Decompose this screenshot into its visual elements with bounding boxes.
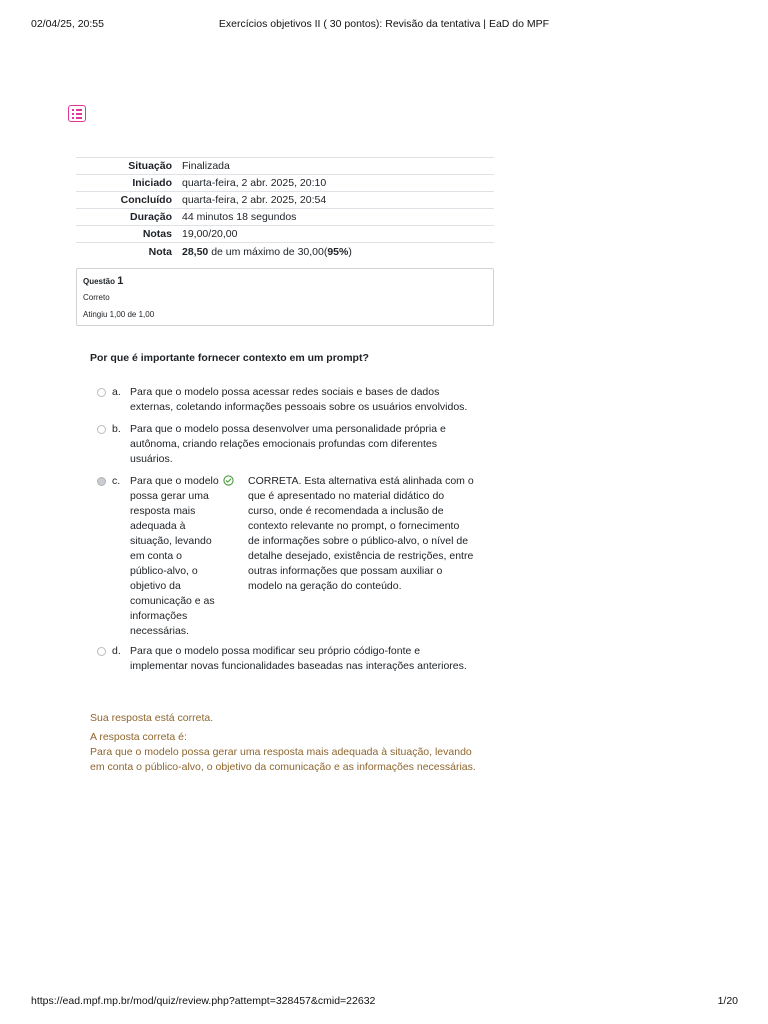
summary-row-grade bbox=[76, 243, 494, 262]
print-header bbox=[31, 18, 737, 32]
quiz-list-icon bbox=[68, 105, 86, 122]
answer-line: público-alvo, o bbox=[130, 565, 198, 577]
answer-option-c[interactable] bbox=[95, 474, 225, 639]
answer-line: comunicação e as bbox=[130, 595, 215, 607]
answer-radio[interactable] bbox=[97, 425, 106, 434]
answer-line: resposta mais bbox=[130, 505, 196, 517]
answer-line: em conta o bbox=[130, 550, 182, 562]
right-answer-line: Para que o modelo possa gerar uma resposta mais adequada à situação, levando bbox=[90, 746, 472, 758]
summary-label: Notas bbox=[142, 228, 172, 240]
right-answer-line: em conta o público-alvo, o objetivo da comunicação e as informações necessárias. bbox=[90, 761, 476, 773]
summary-row bbox=[76, 175, 494, 192]
answer-line: situação, levando bbox=[130, 535, 212, 547]
answer-letter: c. bbox=[112, 475, 121, 487]
answer-line: informações bbox=[130, 610, 188, 622]
answer-line: implementar novas funcionalidades baseadas nas interações anteriores. bbox=[130, 660, 467, 672]
question-outcome bbox=[90, 711, 490, 775]
answer-line: possa gerar uma bbox=[130, 490, 209, 502]
grade-close: ) bbox=[348, 246, 352, 258]
question-info-box bbox=[76, 268, 494, 326]
right-answer-label: A resposta correta é: bbox=[90, 731, 187, 743]
answer-option-b[interactable] bbox=[95, 422, 495, 467]
answer-line: Para que o modelo possa desenvolver uma personalidade própria e bbox=[130, 423, 446, 435]
print-footer bbox=[31, 995, 738, 1009]
print-url: https://ead.mpf.mp.br/mod/quiz/review.php?attempt=328457&cmid=22632 bbox=[31, 995, 376, 1007]
question-number-value: 1 bbox=[117, 275, 124, 287]
summary-label: Duração bbox=[129, 211, 172, 223]
grade-label: Nota bbox=[148, 246, 172, 258]
print-datetime: 02/04/25, 20:55 bbox=[31, 18, 104, 30]
answer-radio[interactable] bbox=[97, 388, 106, 397]
summary-value: 19,00/20,00 bbox=[182, 228, 238, 240]
answer-feedback bbox=[248, 474, 478, 594]
print-page-title: Exercícios objetivos II ( 30 pontos): Revisão da tentativa | EaD do MPF bbox=[218, 18, 550, 30]
question-grade: Atingiu 1,00 de 1,00 bbox=[83, 310, 155, 319]
feedback-line: detalhe desejado, existência de restrições, entre bbox=[248, 550, 474, 562]
answer-letter: a. bbox=[112, 386, 121, 398]
question-text: Por que é importante fornecer contexto em um prompt? bbox=[90, 352, 369, 364]
question-state: Correto bbox=[83, 293, 110, 302]
answer-letter: d. bbox=[112, 645, 121, 657]
feedback-line: contexto relevante no prompt, o fornecimento bbox=[248, 520, 460, 532]
answer-line: objetivo da bbox=[130, 580, 181, 592]
grade-score: 28,50 bbox=[182, 246, 209, 258]
answer-radio-selected[interactable] bbox=[97, 477, 106, 486]
answer-text bbox=[130, 422, 495, 467]
feedback-line: curso, onde é recomendada a inclusão de bbox=[248, 505, 444, 517]
answer-option-d[interactable] bbox=[95, 644, 495, 674]
answer-radio[interactable] bbox=[97, 647, 106, 656]
summary-value: 44 minutos 18 segundos bbox=[182, 211, 297, 223]
answer-line: usuários. bbox=[130, 453, 173, 465]
feedback-line: modelo na geração do conteúdo. bbox=[248, 580, 402, 592]
summary-label: Concluído bbox=[120, 194, 172, 206]
attempt-summary-table bbox=[76, 157, 494, 261]
answer-text bbox=[130, 644, 495, 674]
question-prefix: Questão bbox=[83, 277, 116, 286]
answer-text bbox=[130, 385, 495, 415]
summary-row bbox=[76, 158, 494, 175]
feedback-line: CORRETA. Esta alternativa está alinhada com o bbox=[248, 475, 474, 487]
answer-letter: b. bbox=[112, 423, 121, 435]
feedback-line: outras informações que possam auxiliar o bbox=[248, 565, 443, 577]
question-number bbox=[83, 275, 487, 287]
summary-row bbox=[76, 209, 494, 226]
check-circle-icon bbox=[223, 475, 234, 486]
answer-line: adequada à bbox=[130, 520, 186, 532]
answer-line: necessárias. bbox=[130, 625, 189, 637]
answer-option-a[interactable] bbox=[95, 385, 495, 415]
grade-middle: de um máximo de 30,00( bbox=[208, 246, 328, 258]
answer-line: autônoma, criando relações emocionais profundas com diferentes bbox=[130, 438, 438, 450]
answer-line: Para que o modelo possa modificar seu próprio código-fonte e bbox=[130, 645, 421, 657]
feedback-line: de informações sobre o público-alvo, o nível de bbox=[248, 535, 469, 547]
summary-value: quarta-feira, 2 abr. 2025, 20:54 bbox=[182, 194, 327, 206]
answer-text bbox=[130, 474, 225, 639]
summary-label: Situação bbox=[128, 160, 172, 172]
grade-percent: 95% bbox=[327, 246, 349, 258]
feedback-line: que é apresentado no material didático do bbox=[248, 490, 445, 502]
answer-line: Para que o modelo bbox=[130, 475, 219, 487]
summary-row bbox=[76, 226, 494, 243]
print-page-number: 1/20 bbox=[717, 995, 738, 1007]
outcome-status: Sua resposta está correta. bbox=[90, 712, 214, 724]
summary-label: Iniciado bbox=[132, 177, 172, 189]
summary-value: quarta-feira, 2 abr. 2025, 20:10 bbox=[182, 177, 327, 189]
summary-value: Finalizada bbox=[182, 160, 230, 172]
grade-value bbox=[178, 243, 494, 262]
answer-line: Para que o modelo possa acessar redes sociais e bases de dados bbox=[130, 386, 440, 398]
answer-line: externas, coletando informações pessoais sobre os usuários envolvidos. bbox=[130, 401, 468, 413]
summary-row bbox=[76, 192, 494, 209]
